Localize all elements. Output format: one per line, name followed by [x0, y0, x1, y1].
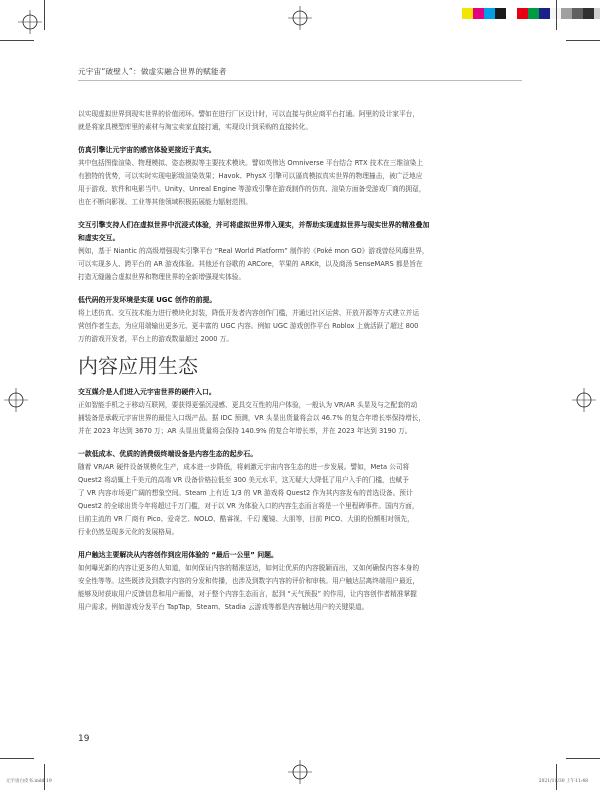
text-line: 正如智能手机之于移动互联网，要获得更强沉浸感、更具交互性的用户体验，一般认为 VR/AR 头显及与之配套的动	[78, 401, 418, 409]
color-swatch	[495, 8, 506, 19]
crop-mark	[0, 40, 34, 41]
color-swatch	[572, 8, 583, 19]
text-line: Quest2 的全球出货今年将超过千万门槛，对于以 VR 为体验入口的内容生态而言将是一个里程碑事件。国内方面，	[78, 502, 419, 510]
paragraph-heading: 交互引擎支持人们在虚拟世界中沉浸式体验，并可将虚拟世界带入现实，并帮助实现虚拟世界与现实世界的精准叠加	[78, 221, 430, 229]
color-swatch	[462, 8, 473, 19]
text-line: 了 VR 内容市场更广阔的想象空间。Steam 上有近 1/3 的 VR 游戏将 Quest2 作为其内容发布的首选设备。预计	[78, 489, 413, 497]
color-swatch	[594, 8, 600, 19]
paragraph-consumer-device	[78, 461, 522, 539]
text-line: 例如，基于 Niantic 的高级增强现实引擎平台 “Real World Platform” 制作的《Poké mon GO》游戏曾经风靡世界，	[78, 247, 429, 255]
paragraph-rendering-engine	[78, 157, 522, 209]
paragraph-heading: 交互媒介是人们进入元宇宙世界的硬件入口。	[78, 388, 216, 396]
text-line: 打造无缝融合虚拟世界和物理世界的全新增强现实体验。	[78, 273, 246, 281]
text-line: 就是将家具模型库里的素材与淘宝卖家直接打通，实现设计到采购的直接转化。	[78, 123, 313, 131]
color-swatch	[484, 8, 495, 19]
text-line: 并在 2023 年达到 3670 万；AR 头显出货量将会保持 140.9% 的复合年增长率，并在 2023 年达到 3190 万。	[78, 427, 412, 435]
page-body	[78, 108, 522, 614]
registration-mark-icon	[288, 6, 312, 30]
text-line: 如何曝光新的内容让更多的人知道，如何保证内容的精准送达，如何让优质的内容脱颖而出，又如何确保内容本身的	[78, 564, 420, 572]
text-line: 行业仍然呈现多元化的发展格局。	[78, 528, 179, 536]
text-line: Quest2 将动辄上千美元的高端 VR 设备价格拉低至 300 美元水平，这无疑大大降低了用户入手的门槛，也赋予	[78, 476, 409, 484]
paragraph-user-reach	[78, 562, 522, 614]
registration-mark-icon	[4, 388, 28, 412]
text-line: 万的游戏开发者，平台上的游戏数量超过 2000 万。	[78, 335, 234, 343]
text-line: 用于游戏、软件和电影当中。Unity、Unreal Engine 等游戏引擎在游戏制作的仿真、渲染方面备受游戏厂商的拥趸，	[78, 185, 426, 193]
paragraph-heading: 低代码的开发环境是实现 UGC 创作的前提。	[78, 296, 217, 304]
registration-mark-icon	[288, 760, 312, 784]
color-bar	[462, 8, 600, 19]
section-title: 内容应用生态	[78, 354, 198, 378]
text-line: 有独特的优势，可以实时实现电影级渲染效果；Havok、PhysX 引擎可以逼真模拟真实世界的物理撞击，被广泛地应	[78, 172, 423, 180]
text-line: 以实现虚拟世界到现实世界的价值闭环。譬如在进行厂区设计时，可以直接与供应商平台打通。阿里的设计家平台，	[78, 110, 420, 118]
paragraph-hardware-entry	[78, 399, 522, 438]
crop-mark	[556, 764, 557, 790]
running-head: 元宇宙“破壁人”：做虚实融合世界的赋能者	[78, 67, 227, 76]
crop-mark	[0, 758, 34, 759]
text-line: 安全性等等。这些既涉及到数字内容的分发和传播，也涉及到数字内容的评价和审核。用户触达层离终端用户最近，	[78, 577, 420, 585]
registration-mark-icon	[18, 10, 42, 34]
crop-mark	[566, 758, 600, 759]
intro-paragraph	[78, 108, 522, 134]
color-swatch	[506, 8, 517, 19]
paragraph-low-code	[78, 307, 522, 346]
header-rule	[78, 80, 522, 81]
text-line: 捕装备是承载元宇宙世界的最佳入口级产品。据 IDC 预测，VR 头显出货量将会以 46.7% 的复合年增长率保持增长，	[78, 414, 426, 422]
paragraph-heading: 一款低成本、优质的消费级终端设备是内容生态的起步石。	[78, 450, 258, 458]
text-line: 目前主流的 VR 厂商有 Pico、爱奇艺、NOLO、酷睿视、千幻 魔镜、大朋等，目前 PICO、大朋的份额相对领先，	[78, 515, 414, 523]
paragraph-heading: 仿真引擎让元宇宙的感官体验更接近于真实。	[78, 146, 216, 154]
crop-mark	[44, 764, 45, 790]
paragraph-heading: 和虚实交互。	[78, 234, 120, 242]
text-line: 随着 VR/AR 硬件设备规模化生产，成本进一步降低，将刺激元宇宙内容生态的进一步发展。譬如，Meta 公司将	[78, 463, 410, 471]
text-line: 也在不断向影视、工业等其他领域积极拓展能力辐射范围。	[78, 198, 252, 206]
text-line: 用户需求。例如游戏分发平台 TapTap，Steam、Stadia 云游戏等都是内容触达用户的关键渠道。	[78, 603, 369, 611]
color-swatch	[561, 8, 572, 19]
text-line: 可以实现多人、跨平台的 AR 游戏体验。其他还有谷歌的 ARCore，苹果的 ARKit，以及商汤 SenseMARS 都是旨在	[78, 260, 423, 268]
crop-mark	[566, 40, 600, 41]
text-line: 其中包括图像渲染、物理模拟、姿态模拟等主要技术模块。譬如英伟达 Omniverse 平台结合 RTX 技术在三维渲染上	[78, 159, 424, 167]
text-line: 能够及时获取用户反馈信息和用户画像，对于整个内容生态而言，起到 “天气预报” 的作用，让内容创作者精准掌握	[78, 590, 417, 598]
registration-mark-icon	[572, 388, 596, 412]
paragraph-heading: 用户触达主要解决从内容创作到应用体验的 “最后一公里” 问题。	[78, 551, 278, 559]
crop-mark	[44, 0, 45, 30]
color-swatch	[539, 8, 550, 19]
page-number: 19	[78, 734, 90, 744]
color-swatch	[528, 8, 539, 19]
text-line: 营创作者生态，为应用端输出更多元、更丰富的 UGC 内容。例如 UGC 游戏创作平台 Roblox 上就活跃了超过 800	[78, 322, 419, 330]
color-swatch	[583, 8, 594, 19]
color-swatch	[517, 8, 528, 19]
paragraph-interaction-engine	[78, 245, 522, 284]
text-line: 将上述仿真、交互技术能力进行模块化封装，降低开发者内容创作门槛，并通过社区运营、开放开源等方式建立并运	[78, 309, 420, 317]
print-slug-file: 元宇宙白皮书.indd 19	[6, 779, 52, 784]
crop-mark	[556, 0, 557, 30]
color-swatch	[473, 8, 484, 19]
print-slug-timestamp: 2021/11/30 上午11:48	[538, 779, 588, 784]
